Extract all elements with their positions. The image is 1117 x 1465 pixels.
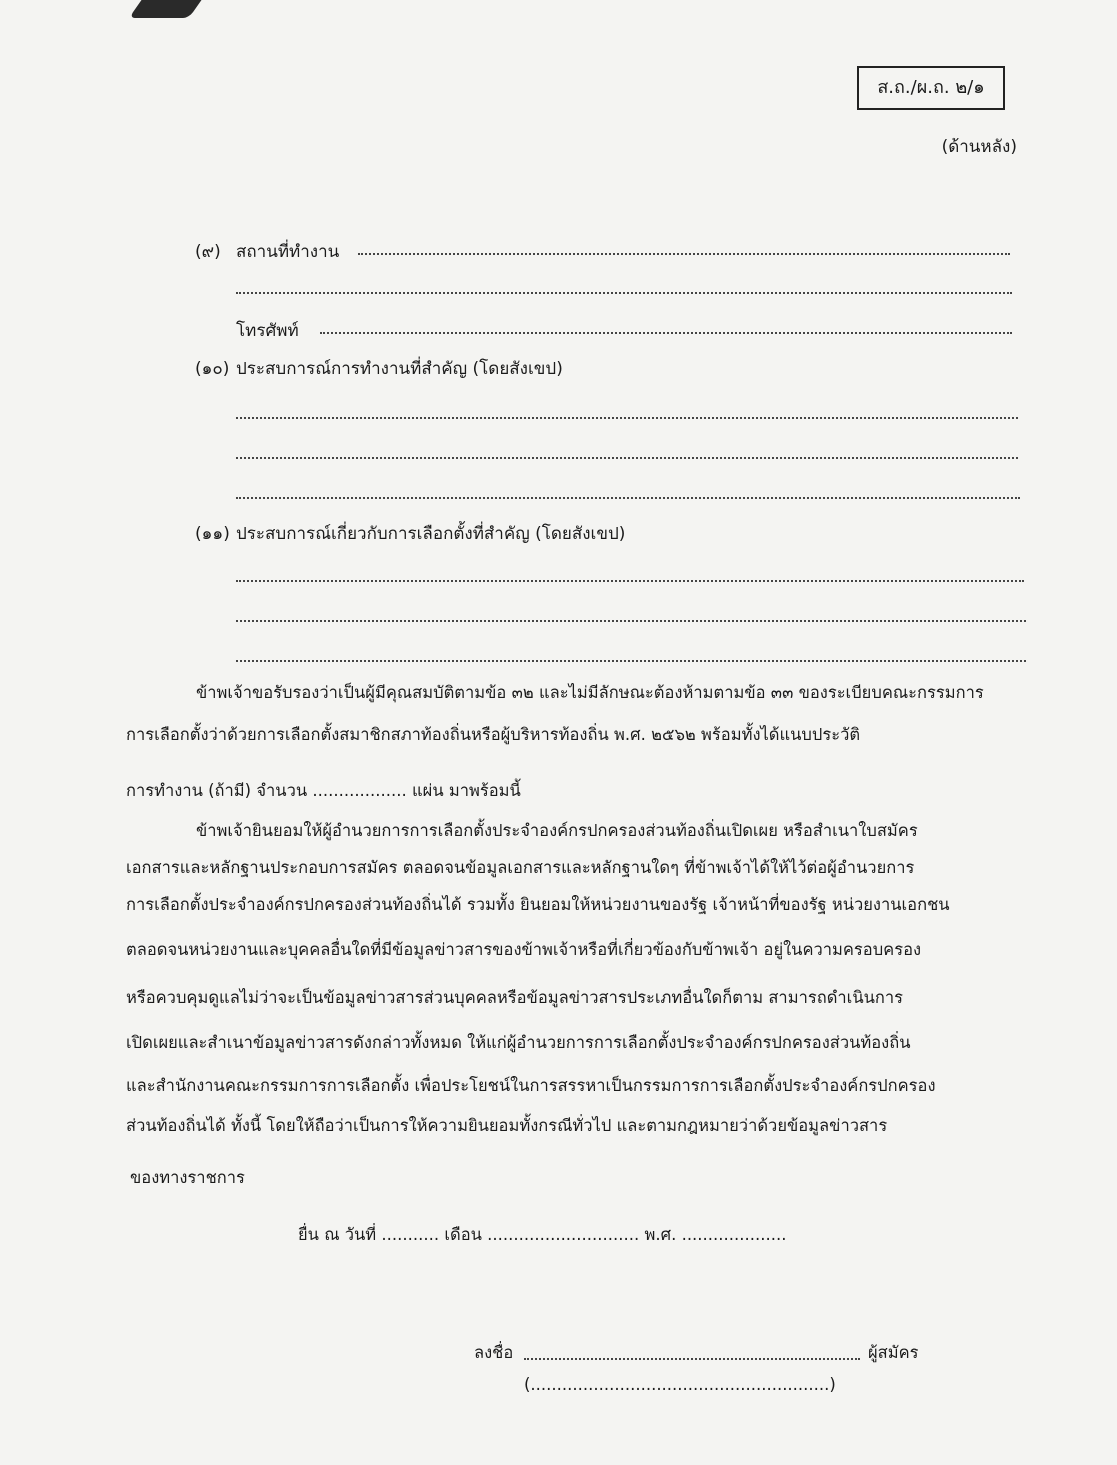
consent-line: ของทางราชการ [130,1168,245,1187]
phone-field[interactable] [320,332,1012,334]
consent-line: เอกสารและหลักฐานประกอบการสมัคร ตลอดจนข้อมูลเอกสารและหลักฐานใดๆ ที่ข้าพเจ้าได้ให้ไว้ต่อผู้อำนวยการ [126,858,915,877]
submission-date-line[interactable]: ยื่น ณ วันที่ ........... เดือน ............................. พ.ศ. .................... [298,1225,787,1244]
form-code-box: ส.ถ./ผ.ถ. ๒/๑ [857,66,1005,110]
certification-line: การเลือกตั้งว่าด้วยการเลือกตั้งสมาชิกสภาท้องถิ่นหรือผู้บริหารท้องถิ่น พ.ศ. ๒๕๖๒ พร้อมทั้งได้แนบประวัติ [126,725,861,744]
election-experience-line1[interactable] [236,580,1024,582]
work-experience-line3[interactable] [236,497,1020,499]
signature-field[interactable] [524,1358,860,1360]
section10-number: (๑๐) [195,359,230,379]
consent-line: ส่วนท้องถิ่นได้ ทั้งนี้ โดยให้ถือว่าเป็นการให้ความยินยอมทั้งกรณีทั่วไป และตามกฎหมายว่าด้วยข้อมูลข่าวสาร [126,1116,888,1135]
consent-line: ข้าพเจ้ายินยอมให้ผู้อำนวยการการเลือกตั้งประจำองค์กรปกครองส่วนท้องถิ่นเปิดเผย หรือสำเนาใบสมัคร [196,821,918,840]
printed-name-field[interactable]: (.........................................................) [524,1375,836,1394]
binder-clip-shadow [129,0,207,18]
election-experience-line3[interactable] [236,660,1026,662]
sign-label: ลงชื่อ [474,1343,514,1362]
work-experience-line2[interactable] [236,457,1018,459]
election-experience-line2[interactable] [236,620,1026,622]
certification-line: การทำงาน (ถ้ามี) จำนวน .................. แผ่น มาพร้อมนี้ [126,781,521,800]
work-experience-line1[interactable] [236,417,1018,419]
phone-label: โทรศัพท์ [236,321,299,341]
workplace-field-line2[interactable] [236,292,1012,294]
section11-number: (๑๑) [195,524,230,544]
section11-label: ประสบการณ์เกี่ยวกับการเลือกตั้งที่สำคัญ (โดยสังเขป) [236,524,626,544]
consent-line: การเลือกตั้งประจำองค์กรปกครองส่วนท้องถิ่นได้ รวมทั้ง ยินยอมให้หน่วยงานของรัฐ เจ้าหน้าที่ของรัฐ หน่วยงานเอกชน [126,895,950,914]
certification-line: ข้าพเจ้าขอรับรองว่าเป็นผู้มีคุณสมบัติตามข้อ ๓๒ และไม่มีลักษณะต้องห้ามตามข้อ ๓๓ ของระเบียบคณะกรรมการ [196,683,984,702]
section9-label: สถานที่ทำงาน [236,242,340,262]
applicant-role: ผู้สมัคร [868,1343,919,1362]
consent-line: และสำนักงานคณะกรรมการการเลือกตั้ง เพื่อประโยชน์ในการสรรหาเป็นกรรมการการเลือกตั้งประจำองค์กรปกครอง [126,1076,936,1095]
consent-line: หรือควบคุมดูแลไม่ว่าจะเป็นข้อมูลข่าวสารส่วนบุคคลหรือข้อมูลข่าวสารประเภทอื่นใดก็ตาม สามารถดำเนินการ [126,988,903,1007]
consent-line: ตลอดจนหน่วยงานและบุคคลอื่นใดที่มีข้อมูลข่าวสารของข้าพเจ้าหรือที่เกี่ยวข้องกับข้าพเจ้า อยู่ในความครอบครอง [126,940,922,959]
workplace-field[interactable] [358,253,1010,255]
page-side-label: (ด้านหลัง) [941,137,1017,157]
consent-line: เปิดเผยและสำเนาข้อมูลข่าวสารดังกล่าวทั้งหมด ให้แก่ผู้อำนวยการการเลือกตั้งประจำองค์กรปกครองส่วนท้องถิ่น [126,1033,911,1052]
section10-label: ประสบการณ์การทำงานที่สำคัญ (โดยสังเขป) [236,359,563,379]
section9-number: (๙) [195,242,221,262]
